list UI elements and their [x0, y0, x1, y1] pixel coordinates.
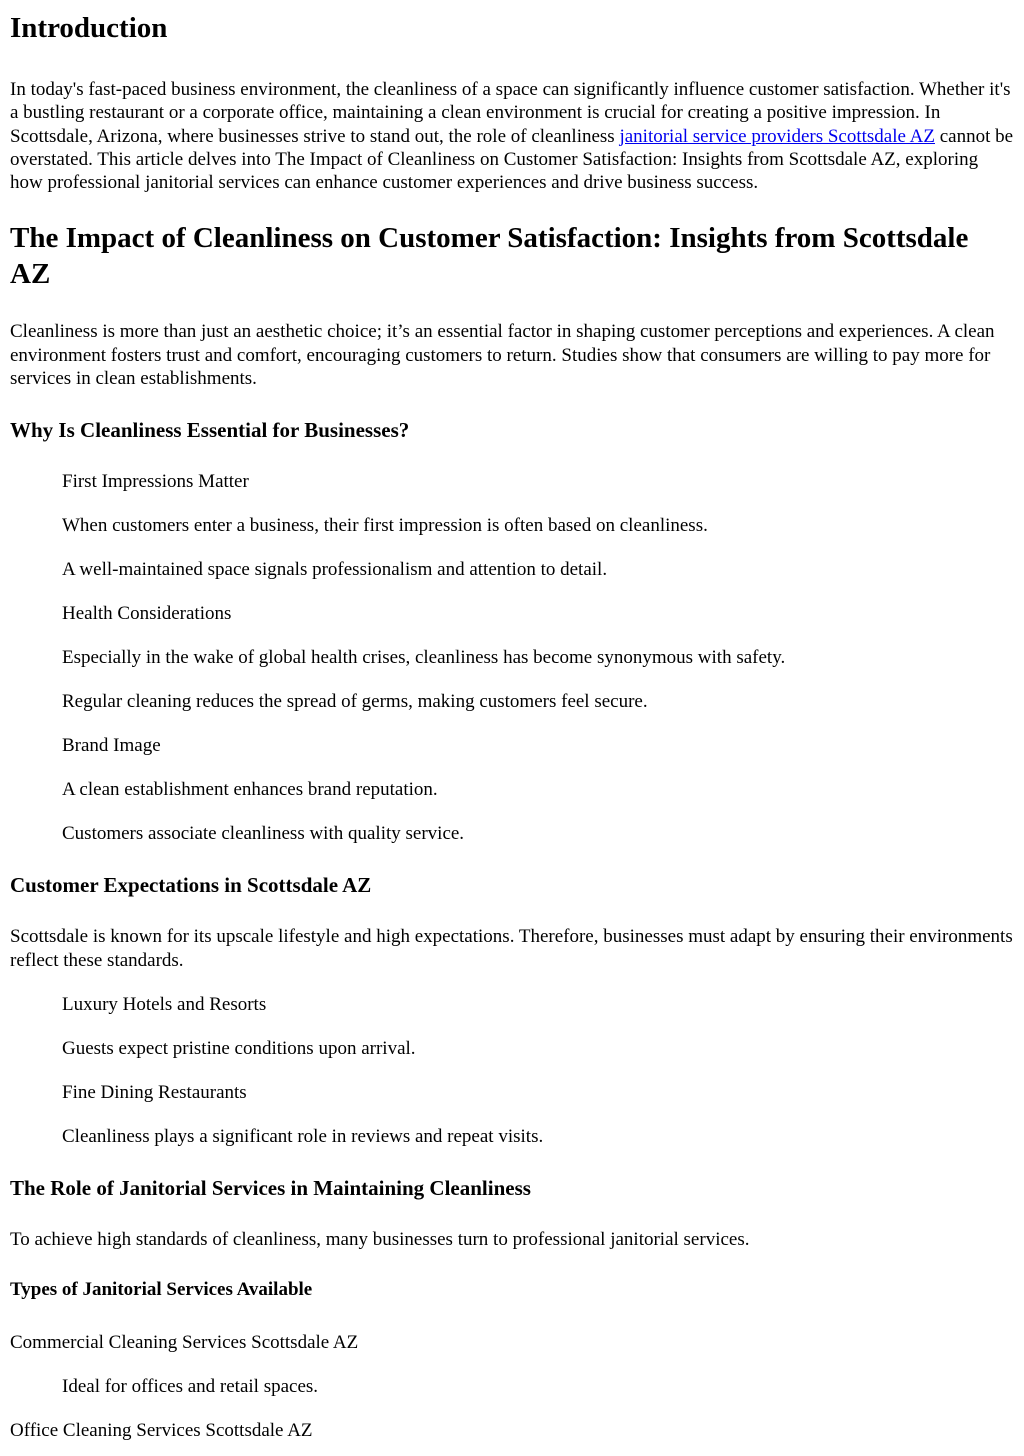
list-item: A well-maintained space signals professionalism and attention to detail.	[62, 559, 608, 581]
list-item: Especially in the wake of global health crises, cleanliness has become synonymous with safety.	[62, 647, 786, 669]
article	[0, 10, 1024, 1442]
types-heading: Types of Janitorial Services Available	[10, 1279, 313, 1301]
list-item: A clean establishment enhances brand reputation.	[62, 779, 438, 801]
service-name: Office Cleaning Services Scottsdale AZ	[10, 1420, 313, 1442]
intro-text-after-link: cannot be overstated. This article delves into The Impact of Cleanliness on Customer Satisfaction: Insights from Scottsdale AZ, exploring how professional janitorial services can enhance customer experiences and drive business success.	[10, 125, 1014, 194]
expectations-heading: Customer Expectations in Scottsdale AZ	[10, 873, 372, 898]
list-item: Brand Image	[62, 735, 161, 757]
intro-text-before-link: In today's fast-paced business environment, the cleanliness of a space can significantly influence customer satisfaction. Whether it's a bustling restaurant or a corporate office, maintaining a clean environment is crucial for creating a positive impression. In Scottsdale, Arizona, where businesses strive to stand out, the role of cleanliness	[10, 79, 1011, 147]
list-item: Luxury Hotels and Resorts	[62, 993, 267, 1015]
service-detail: Ideal for offices and retail spaces.	[62, 1376, 319, 1398]
service-details	[10, 1375, 1014, 1398]
role-heading: The Role of Janitorial Services in Maintaining Cleanliness	[10, 1175, 531, 1200]
list-item: Regular cleaning reduces the spread of germs, making customers feel secure.	[62, 691, 648, 713]
list-item: Health Considerations	[62, 603, 232, 625]
impact-paragraph: Cleanliness is more than just an aesthetic choice; it’s an essential factor in shaping customer perceptions and experiences. A clean environment fosters trust and comfort, encouraging customers to return. Studies show that consumers are willing to pay more for services in clean establishments.	[10, 321, 995, 390]
service-name: Commercial Cleaning Services Scottsdale AZ	[10, 1332, 359, 1354]
list-item: Cleanliness plays a significant role in reviews and repeat visits.	[62, 1125, 544, 1147]
list-item: When customers enter a business, their first impression is often based on cleanliness.	[62, 515, 708, 537]
why-heading: Why Is Cleanliness Essential for Businesses?	[10, 418, 410, 443]
list-item: Fine Dining Restaurants	[62, 1081, 247, 1103]
intro-paragraph	[10, 78, 1014, 194]
intro-heading: Introduction	[10, 12, 168, 44]
janitorial-service-link[interactable]: janitorial service providers Scottsdale AZ	[619, 125, 935, 147]
list-item: First Impressions Matter	[62, 471, 249, 493]
list-item: Customers associate cleanliness with quality service.	[62, 823, 465, 845]
expectations-paragraph: Scottsdale is known for its upscale lifestyle and high expectations. Therefore, businesses must adapt by ensuring their environments reflect these standards.	[10, 926, 1013, 971]
role-paragraph: To achieve high standards of cleanliness, many businesses turn to professional janitorial services.	[10, 1228, 750, 1250]
list-item: Guests expect pristine conditions upon arrival.	[62, 1037, 416, 1059]
impact-heading: The Impact of Cleanliness on Customer Satisfaction: Insights from Scottsdale AZ	[10, 222, 969, 291]
why-list	[10, 470, 1014, 845]
expectations-list	[10, 993, 1014, 1148]
